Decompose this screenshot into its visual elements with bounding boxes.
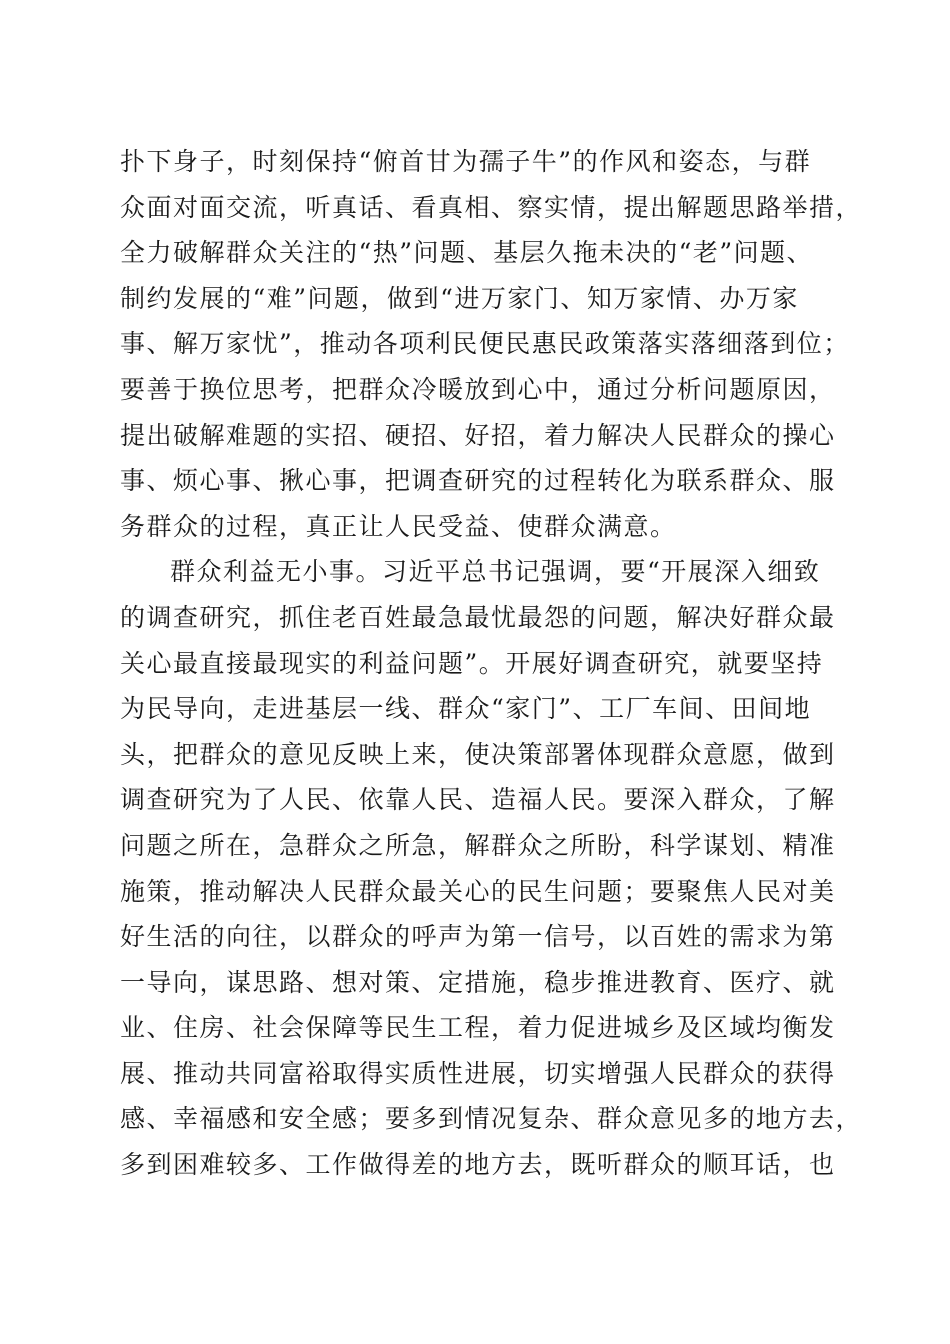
text-line: 调查研究为了人民、依靠人民、造福人民。要深入群众，了解 <box>120 785 836 815</box>
document-body <box>120 139 863 1188</box>
text-line: 要善于换位思考，把群众冷暖放到心中，通过分析问题原因， <box>120 374 836 404</box>
text-line: 群众利益无小事。习近平总书记强调，要“开展深入细致 <box>170 557 821 587</box>
text-line: 施策，推动解决人民群众最关心的民生问题；要聚焦人民对美 <box>120 876 836 906</box>
text-line: 多到困难较多、工作做得差的地方去，既听群众的顺耳话，也 <box>120 1150 836 1180</box>
text-line: 事、解万家忧”，推动各项利民便民惠民政策落实落细落到位； <box>120 329 850 359</box>
text-line: 为民导向，走进基层一线、群众“家门”、工厂车间、田间地 <box>120 694 812 724</box>
text-line: 的调查研究，抓住老百姓最急最忧最怨的问题，解决好群众最 <box>120 602 836 632</box>
text-line: 头，把群众的意见反映上来，使决策部署体现群众意愿，做到 <box>120 739 836 769</box>
text-line: 业、住房、社会保障等民生工程，着力促进城乡及区域均衡发 <box>120 1013 836 1043</box>
text-line: 问题之所在，急群众之所急，解群众之所盼，科学谋划、精准 <box>120 830 836 860</box>
text-line: 扑下身子，时刻保持“俯首甘为孺子牛”的作风和姿态，与群 <box>120 147 812 176</box>
paragraph-2 <box>120 549 863 1187</box>
text-line: 事、烦心事、揪心事，把调查研究的过程转化为联系群众、服 <box>120 466 836 496</box>
text-line: 展、推动共同富裕取得实质性进展，切实增强人民群众的获得 <box>120 1058 836 1088</box>
text-line: 制约发展的“难”问题，做到“进万家门、知万家情、办万家 <box>120 283 799 313</box>
text-line: 关心最直接最现实的利益问题”。开展好调查研究，就要坚持 <box>120 648 824 678</box>
paragraph-1 <box>120 139 863 549</box>
text-line: 众面对面交流，听真话、看真相、察实情，提出解题思路举措， <box>120 192 863 222</box>
text-line: 感、幸福感和安全感；要多到情况复杂、群众意见多的地方去， <box>120 1104 863 1134</box>
text-line: 提出破解难题的实招、硬招、好招，着力解决人民群众的操心 <box>120 420 836 450</box>
text-line: 务群众的过程，真正让人民受益、使群众满意。 <box>120 511 677 541</box>
text-line: 一导向，谋思路、想对策、定措施，稳步推进教育、医疗、就 <box>120 967 836 997</box>
text-line: 好生活的向往，以群众的呼声为第一信号，以百姓的需求为第 <box>120 922 836 952</box>
text-line: 全力破解群众关注的“热”问题、基层久拖未决的“老”问题、 <box>120 238 814 268</box>
